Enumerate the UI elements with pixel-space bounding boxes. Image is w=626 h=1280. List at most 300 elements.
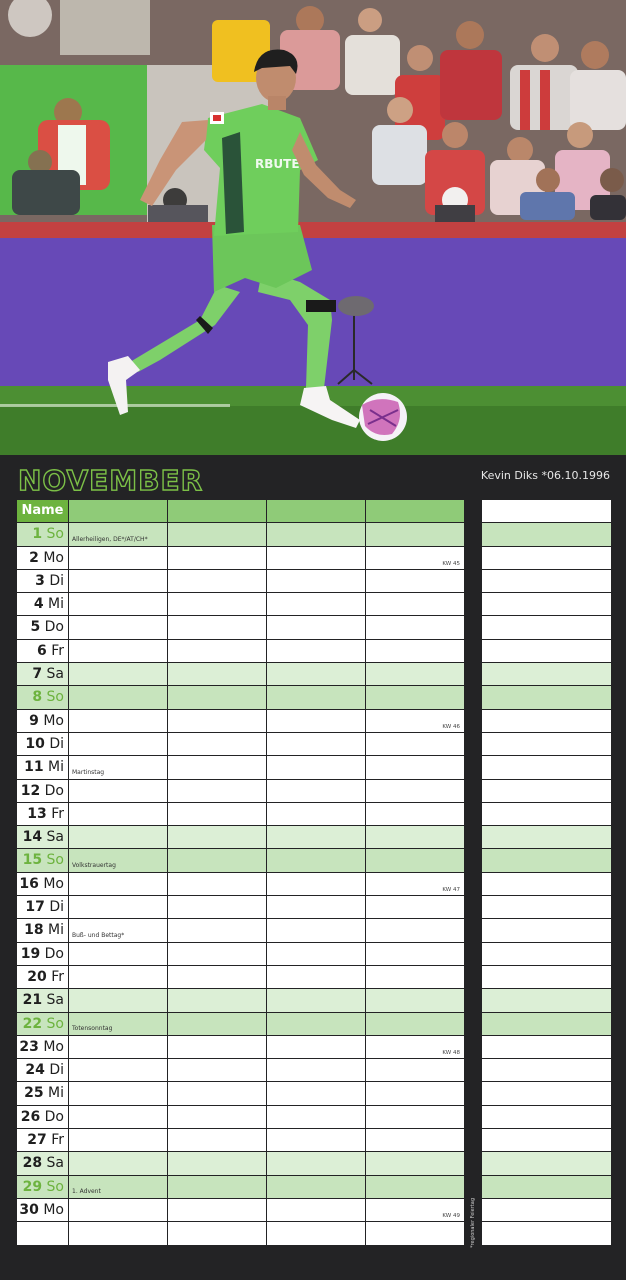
entry-cell[interactable] bbox=[69, 616, 167, 638]
day-label-cell bbox=[17, 1082, 68, 1104]
entry-cell[interactable] bbox=[267, 780, 365, 802]
day-label-cell bbox=[17, 826, 68, 848]
weekday: So bbox=[46, 1015, 64, 1032]
extra-day-row bbox=[482, 523, 611, 545]
name-entry-cell[interactable] bbox=[168, 500, 266, 522]
extra-entry-cell[interactable] bbox=[482, 1176, 611, 1198]
day-label bbox=[17, 713, 64, 729]
extra-day-row bbox=[482, 849, 611, 871]
entry-cell[interactable] bbox=[168, 686, 266, 708]
extra-entry-cell[interactable] bbox=[482, 1129, 611, 1151]
entry-cell[interactable] bbox=[267, 1199, 365, 1221]
entry-cell[interactable] bbox=[69, 896, 167, 918]
weekday: Fr bbox=[51, 1132, 64, 1149]
weekday: So bbox=[46, 526, 64, 543]
day-label bbox=[17, 666, 64, 682]
day-number: 18 bbox=[24, 922, 44, 939]
entry-cell[interactable] bbox=[366, 826, 464, 848]
extra-entry-cell[interactable] bbox=[482, 1059, 611, 1081]
day-label bbox=[17, 1016, 64, 1032]
entry-cell[interactable] bbox=[267, 1082, 365, 1104]
extra-entry-cell[interactable] bbox=[482, 570, 611, 592]
day-row bbox=[17, 686, 468, 708]
entry-cell[interactable] bbox=[267, 1036, 365, 1058]
entry-cell[interactable] bbox=[366, 1059, 464, 1081]
extra-day-row bbox=[482, 943, 611, 965]
entry-cell[interactable] bbox=[168, 1176, 266, 1198]
blank-cell[interactable] bbox=[267, 1222, 365, 1244]
name-entry-cell[interactable] bbox=[267, 500, 365, 522]
blank-cell[interactable] bbox=[69, 1222, 167, 1244]
day-label bbox=[17, 922, 64, 938]
entry-cell[interactable] bbox=[69, 849, 167, 871]
entry-cell[interactable] bbox=[366, 640, 464, 662]
extra-day-row bbox=[482, 966, 611, 988]
player-photo bbox=[0, 0, 626, 455]
extra-day-row bbox=[482, 896, 611, 918]
entry-cell[interactable] bbox=[267, 966, 365, 988]
extra-entry-cell[interactable] bbox=[482, 547, 611, 569]
entry-cell[interactable] bbox=[366, 733, 464, 755]
entry-cell[interactable] bbox=[267, 1176, 365, 1198]
extra-day-row bbox=[482, 1199, 611, 1221]
entry-cell[interactable] bbox=[168, 733, 266, 755]
extra-entry-cell[interactable] bbox=[482, 943, 611, 965]
day-label-cell bbox=[17, 1199, 68, 1221]
entry-cell[interactable] bbox=[168, 826, 266, 848]
day-number: 4 bbox=[33, 596, 44, 613]
weekday: Sa bbox=[46, 829, 64, 846]
extra-entry-cell[interactable] bbox=[482, 710, 611, 732]
weekday: Do bbox=[44, 1108, 64, 1125]
extra-entry-cell[interactable] bbox=[482, 826, 611, 848]
day-number: 3 bbox=[35, 572, 45, 589]
entry-cell[interactable] bbox=[366, 849, 464, 871]
holiday-label: 1. Advent bbox=[72, 1187, 101, 1195]
week-number: KW 47 bbox=[442, 887, 460, 894]
day-label bbox=[17, 526, 64, 542]
holiday-label: Volkstrauertag bbox=[72, 861, 116, 869]
entry-cell[interactable] bbox=[168, 616, 266, 638]
weekday: Mo bbox=[43, 875, 64, 892]
day-label-cell bbox=[17, 780, 68, 802]
day-number: 10 bbox=[25, 735, 45, 752]
day-row bbox=[17, 1152, 468, 1174]
day-row bbox=[17, 1059, 468, 1081]
entry-cell[interactable] bbox=[267, 896, 365, 918]
entry-cell[interactable] bbox=[267, 1013, 365, 1035]
entry-cell[interactable] bbox=[69, 873, 167, 895]
day-row bbox=[17, 966, 468, 988]
extra-day-row bbox=[482, 1036, 611, 1058]
extra-header-row bbox=[482, 500, 611, 522]
day-row bbox=[17, 826, 468, 848]
entry-cell[interactable] bbox=[168, 780, 266, 802]
entry-cell[interactable] bbox=[69, 966, 167, 988]
day-row bbox=[17, 780, 468, 802]
entry-cell[interactable] bbox=[168, 756, 266, 778]
entry-cell[interactable] bbox=[168, 1082, 266, 1104]
entry-cell[interactable] bbox=[168, 943, 266, 965]
entry-cell[interactable] bbox=[366, 710, 464, 732]
extra-day-row bbox=[482, 663, 611, 685]
entry-cell[interactable] bbox=[168, 919, 266, 941]
day-label-cell bbox=[17, 640, 68, 662]
extra-day-row bbox=[482, 640, 611, 662]
entry-cell[interactable] bbox=[168, 873, 266, 895]
extra-entry-cell[interactable] bbox=[482, 733, 611, 755]
entry-cell[interactable] bbox=[267, 686, 365, 708]
entry-cell[interactable] bbox=[366, 919, 464, 941]
day-label-cell bbox=[17, 1036, 68, 1058]
day-label-cell bbox=[17, 570, 68, 592]
weekday: So bbox=[46, 852, 64, 869]
entry-cell[interactable] bbox=[69, 1036, 167, 1058]
extra-column bbox=[482, 500, 611, 1246]
weekday: Di bbox=[49, 899, 64, 916]
day-label bbox=[17, 736, 64, 752]
extra-day-row bbox=[482, 1013, 611, 1035]
entry-cell[interactable] bbox=[366, 896, 464, 918]
entry-cell[interactable] bbox=[267, 523, 365, 545]
entry-cell[interactable] bbox=[366, 873, 464, 895]
day-number: 14 bbox=[22, 829, 43, 846]
day-label-cell bbox=[17, 756, 68, 778]
entry-cell[interactable] bbox=[267, 570, 365, 592]
weekday: Fr bbox=[51, 968, 64, 985]
entry-cell[interactable] bbox=[366, 1106, 464, 1128]
entry-cell[interactable] bbox=[267, 616, 365, 638]
extra-entry-cell[interactable] bbox=[482, 896, 611, 918]
extra-entry-cell[interactable] bbox=[482, 593, 611, 615]
day-number: 16 bbox=[19, 875, 39, 892]
entry-cell[interactable] bbox=[168, 593, 266, 615]
day-label bbox=[17, 550, 64, 566]
entry-cell[interactable] bbox=[366, 780, 464, 802]
extra-entry-cell[interactable] bbox=[482, 640, 611, 662]
entry-cell[interactable] bbox=[366, 989, 464, 1011]
day-label-cell bbox=[17, 943, 68, 965]
entry-cell[interactable] bbox=[168, 1059, 266, 1081]
week-number: KW 49 bbox=[442, 1213, 460, 1220]
entry-cell[interactable] bbox=[267, 1059, 365, 1081]
day-number: 23 bbox=[19, 1038, 39, 1055]
day-label bbox=[17, 969, 64, 985]
weekday: Sa bbox=[46, 992, 64, 1009]
extra-entry-cell[interactable] bbox=[482, 849, 611, 871]
entry-cell[interactable] bbox=[69, 1199, 167, 1221]
day-label bbox=[17, 806, 64, 822]
day-row bbox=[17, 1176, 468, 1198]
extra-day-row bbox=[482, 756, 611, 778]
day-label bbox=[17, 899, 64, 915]
entry-cell[interactable] bbox=[267, 803, 365, 825]
day-label bbox=[17, 783, 64, 799]
entry-cell[interactable] bbox=[366, 1152, 464, 1174]
holiday-label: Totensonntag bbox=[72, 1024, 113, 1032]
entry-cell[interactable] bbox=[267, 1106, 365, 1128]
entry-cell[interactable] bbox=[168, 640, 266, 662]
day-label-cell bbox=[17, 966, 68, 988]
weekday: Fr bbox=[51, 805, 64, 822]
weekday: So bbox=[46, 1178, 64, 1195]
day-label-cell bbox=[17, 1059, 68, 1081]
extra-entry-cell[interactable] bbox=[482, 1013, 611, 1035]
weekday: Mo bbox=[43, 549, 64, 566]
day-label-cell bbox=[17, 849, 68, 871]
entry-cell[interactable] bbox=[366, 616, 464, 638]
day-label bbox=[17, 1039, 64, 1055]
entry-cell[interactable] bbox=[69, 1129, 167, 1151]
extra-day-row bbox=[482, 593, 611, 615]
day-label-cell bbox=[17, 593, 68, 615]
entry-cell[interactable] bbox=[267, 989, 365, 1011]
entry-cell[interactable] bbox=[69, 826, 167, 848]
extra-day-row bbox=[482, 873, 611, 895]
entry-cell[interactable] bbox=[267, 547, 365, 569]
entry-cell[interactable] bbox=[366, 756, 464, 778]
day-number: 5 bbox=[30, 619, 41, 636]
day-label-cell bbox=[17, 1152, 68, 1174]
entry-cell[interactable] bbox=[366, 547, 464, 569]
entry-cell[interactable] bbox=[267, 919, 365, 941]
entry-cell[interactable] bbox=[366, 1036, 464, 1058]
extra-day-row bbox=[482, 570, 611, 592]
name-entry-cell[interactable] bbox=[69, 500, 167, 522]
entry-cell[interactable] bbox=[69, 1176, 167, 1198]
entry-cell[interactable] bbox=[168, 1013, 266, 1035]
entry-cell[interactable] bbox=[168, 849, 266, 871]
extra-day-row bbox=[482, 1152, 611, 1174]
day-rows bbox=[17, 523, 468, 1244]
holiday-label: Martinstag bbox=[72, 768, 105, 776]
day-label-cell bbox=[17, 896, 68, 918]
day-row bbox=[17, 547, 468, 569]
extra-day-row bbox=[482, 616, 611, 638]
entry-cell[interactable] bbox=[267, 640, 365, 662]
extra-entry-cell[interactable] bbox=[482, 523, 611, 545]
entry-cell[interactable] bbox=[69, 943, 167, 965]
entry-cell[interactable] bbox=[366, 943, 464, 965]
extra-day-row bbox=[482, 1129, 611, 1151]
entry-cell[interactable] bbox=[168, 1036, 266, 1058]
entry-cell[interactable] bbox=[69, 1106, 167, 1128]
day-row bbox=[17, 1106, 468, 1128]
day-number: 13 bbox=[27, 805, 47, 822]
entry-cell[interactable] bbox=[168, 523, 266, 545]
weekday: Mo bbox=[43, 1201, 64, 1218]
blank-cell[interactable] bbox=[17, 1222, 68, 1244]
day-label-cell bbox=[17, 989, 68, 1011]
day-row bbox=[17, 849, 468, 871]
entry-cell[interactable] bbox=[267, 710, 365, 732]
entry-cell[interactable] bbox=[69, 756, 167, 778]
day-row bbox=[17, 1129, 468, 1151]
entry-cell[interactable] bbox=[168, 1152, 266, 1174]
entry-cell[interactable] bbox=[168, 1199, 266, 1221]
day-row bbox=[17, 733, 468, 755]
entry-cell[interactable] bbox=[69, 780, 167, 802]
day-number: 30 bbox=[19, 1201, 39, 1218]
entry-cell[interactable] bbox=[267, 849, 365, 871]
entry-cell[interactable] bbox=[69, 733, 167, 755]
entry-cell[interactable] bbox=[69, 523, 167, 545]
extra-entry-cell[interactable] bbox=[482, 780, 611, 802]
day-number: 6 bbox=[37, 642, 47, 659]
extra-day-row bbox=[482, 547, 611, 569]
entry-cell[interactable] bbox=[168, 803, 266, 825]
entry-cell[interactable] bbox=[267, 663, 365, 685]
name-label: Name bbox=[21, 503, 64, 518]
name-entry-cell[interactable] bbox=[366, 500, 464, 522]
day-number: 12 bbox=[20, 782, 41, 799]
extra-entry-cell[interactable] bbox=[482, 1199, 611, 1221]
entry-cell[interactable] bbox=[69, 570, 167, 592]
blank-row bbox=[17, 1222, 468, 1244]
entry-cell[interactable] bbox=[69, 989, 167, 1011]
entry-cell[interactable] bbox=[267, 733, 365, 755]
day-label bbox=[17, 829, 64, 845]
extra-day-row bbox=[482, 733, 611, 755]
extra-entry-cell[interactable] bbox=[482, 663, 611, 685]
extra-entry-cell[interactable] bbox=[482, 616, 611, 638]
day-label-cell bbox=[17, 710, 68, 732]
entry-cell[interactable] bbox=[168, 570, 266, 592]
entry-cell[interactable] bbox=[366, 570, 464, 592]
entry-cell[interactable] bbox=[267, 593, 365, 615]
header-row bbox=[17, 500, 468, 522]
entry-cell[interactable] bbox=[69, 1152, 167, 1174]
day-label bbox=[17, 1155, 64, 1171]
day-label-cell bbox=[17, 523, 68, 545]
entry-cell[interactable] bbox=[69, 547, 167, 569]
entry-cell[interactable] bbox=[366, 663, 464, 685]
footnote bbox=[468, 1198, 480, 1246]
day-label-cell bbox=[17, 1176, 68, 1198]
weekday: Mi bbox=[48, 922, 64, 939]
entry-cell[interactable] bbox=[69, 593, 167, 615]
entry-cell[interactable] bbox=[267, 826, 365, 848]
weekday: Mo bbox=[43, 712, 64, 729]
extra-entry-cell[interactable] bbox=[482, 1036, 611, 1058]
entry-cell[interactable] bbox=[366, 523, 464, 545]
day-number: 20 bbox=[27, 968, 47, 985]
day-number: 25 bbox=[24, 1085, 44, 1102]
entry-cell[interactable] bbox=[168, 989, 266, 1011]
day-label-cell bbox=[17, 616, 68, 638]
blank-cell[interactable] bbox=[366, 1222, 464, 1244]
day-row bbox=[17, 873, 468, 895]
extra-entry-cell[interactable] bbox=[482, 803, 611, 825]
weekday: Mi bbox=[48, 596, 64, 613]
day-label-cell bbox=[17, 1106, 68, 1128]
entry-cell[interactable] bbox=[69, 663, 167, 685]
entry-cell[interactable] bbox=[267, 1152, 365, 1174]
day-row bbox=[17, 896, 468, 918]
entry-cell[interactable] bbox=[168, 966, 266, 988]
entry-cell[interactable] bbox=[366, 593, 464, 615]
entry-cell[interactable] bbox=[366, 966, 464, 988]
day-number: 24 bbox=[25, 1062, 45, 1079]
extra-day-row bbox=[482, 686, 611, 708]
extra-day-row bbox=[482, 919, 611, 941]
entry-cell[interactable] bbox=[267, 873, 365, 895]
player-caption: Kevin Diks *06.10.1996 bbox=[480, 469, 610, 482]
entry-cell[interactable] bbox=[366, 1082, 464, 1104]
extra-entry-cell[interactable] bbox=[482, 989, 611, 1011]
entry-cell[interactable] bbox=[69, 803, 167, 825]
entry-cell[interactable] bbox=[366, 1199, 464, 1221]
day-number: 11 bbox=[24, 759, 44, 776]
day-number: 28 bbox=[22, 1155, 43, 1172]
entry-cell[interactable] bbox=[366, 803, 464, 825]
entry-cell[interactable] bbox=[267, 1129, 365, 1151]
extra-entry-cell[interactable] bbox=[482, 1152, 611, 1174]
day-number: 8 bbox=[32, 689, 43, 706]
entry-cell[interactable] bbox=[366, 686, 464, 708]
day-label-cell bbox=[17, 663, 68, 685]
extra-entry-cell[interactable] bbox=[482, 873, 611, 895]
extra-day-row bbox=[482, 780, 611, 802]
entry-cell[interactable] bbox=[69, 710, 167, 732]
extra-day-row bbox=[482, 1082, 611, 1104]
entry-cell[interactable] bbox=[69, 686, 167, 708]
entry-cell[interactable] bbox=[69, 1013, 167, 1035]
extra-entry-cell[interactable] bbox=[482, 966, 611, 988]
extra-entry-cell[interactable] bbox=[482, 756, 611, 778]
week-number: KW 48 bbox=[442, 1050, 460, 1057]
entry-cell[interactable] bbox=[267, 943, 365, 965]
extra-entry-cell[interactable] bbox=[482, 686, 611, 708]
day-label-cell bbox=[17, 803, 68, 825]
weekday: Fr bbox=[51, 642, 64, 659]
day-row bbox=[17, 919, 468, 941]
extra-entry-cell[interactable] bbox=[482, 1106, 611, 1128]
extra-day-row bbox=[482, 826, 611, 848]
entry-cell[interactable] bbox=[69, 640, 167, 662]
extra-name-cell[interactable] bbox=[482, 500, 611, 522]
entry-cell[interactable] bbox=[168, 896, 266, 918]
entry-cell[interactable] bbox=[168, 547, 266, 569]
entry-cell[interactable] bbox=[168, 663, 266, 685]
day-label bbox=[17, 1179, 64, 1195]
weekday: Mi bbox=[48, 759, 64, 776]
entry-cell[interactable] bbox=[366, 1129, 464, 1151]
entry-cell[interactable] bbox=[69, 919, 167, 941]
extra-entry-cell[interactable] bbox=[482, 919, 611, 941]
day-row bbox=[17, 1199, 468, 1221]
day-label bbox=[17, 876, 64, 892]
day-row bbox=[17, 803, 468, 825]
entry-cell[interactable] bbox=[267, 756, 365, 778]
extra-blank-cell[interactable] bbox=[482, 1222, 611, 1244]
entry-cell[interactable] bbox=[366, 1013, 464, 1035]
extra-entry-cell[interactable] bbox=[482, 1082, 611, 1104]
day-number: 17 bbox=[25, 899, 45, 916]
entry-cell[interactable] bbox=[69, 1059, 167, 1081]
day-label bbox=[17, 689, 64, 705]
entry-cell[interactable] bbox=[366, 1176, 464, 1198]
day-label bbox=[17, 1202, 64, 1218]
month-title: NOVEMBER bbox=[18, 464, 204, 497]
entry-cell[interactable] bbox=[168, 710, 266, 732]
day-label bbox=[17, 852, 64, 868]
entry-cell[interactable] bbox=[168, 1129, 266, 1151]
entry-cell[interactable] bbox=[69, 1082, 167, 1104]
day-number: 1 bbox=[32, 526, 43, 543]
blank-cell[interactable] bbox=[168, 1222, 266, 1244]
entry-cell[interactable] bbox=[168, 1106, 266, 1128]
